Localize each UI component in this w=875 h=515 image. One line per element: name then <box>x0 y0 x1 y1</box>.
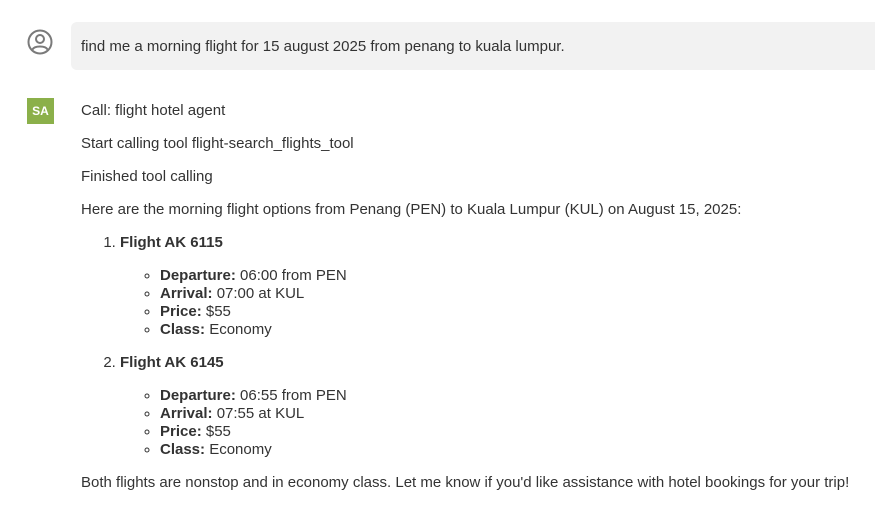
flight-options-list <box>81 234 871 459</box>
agent-avatar: SA <box>27 98 54 124</box>
flight-option <box>120 234 871 339</box>
flight-detail-price: ◦ Price: $55 <box>160 423 871 441</box>
flight-option <box>120 354 871 459</box>
user-circle-icon <box>27 29 53 55</box>
flight-detail-class: ◦ Class: Economy <box>160 441 871 459</box>
flight-detail-arrival: ◦ Arrival: 07:00 at KUL <box>160 285 871 303</box>
agent-intro-line: Here are the morning flight options from Penang (PEN) to Kuala Lumpur (KUL) on August 15, 2025: <box>81 201 742 218</box>
agent-tool-start-line: Start calling tool flight-search_flights_tool <box>81 135 354 152</box>
user-message-row <box>0 0 875 80</box>
flight-details-list <box>120 267 871 339</box>
flight-detail-departure: ◦ Departure: 06:55 from PEN <box>160 387 871 405</box>
user-message-text: find me a morning flight for 15 august 2025 from penang to kuala lumpur. <box>81 37 565 55</box>
flight-detail-arrival: ◦ Arrival: 07:55 at KUL <box>160 405 871 423</box>
flight-title: Flight AK 6145 <box>120 354 224 371</box>
flight-detail-class: ◦ Class: Economy <box>160 321 871 339</box>
agent-closing-line: Both flights are nonstop and in economy class. Let me know if you'd like assistance with hotel bookings for your trip! <box>81 474 850 491</box>
agent-tool-finished-line: Finished tool calling <box>81 168 213 185</box>
flight-title: Flight AK 6115 <box>120 234 223 251</box>
agent-message <box>81 102 871 507</box>
flight-detail-departure: ◦ Departure: 06:00 from PEN <box>160 267 871 285</box>
agent-call-line: Call: flight hotel agent <box>81 102 226 119</box>
user-message-bubble <box>71 22 875 70</box>
flight-detail-price: ◦ Price: $55 <box>160 303 871 321</box>
flight-details-list <box>120 387 871 459</box>
